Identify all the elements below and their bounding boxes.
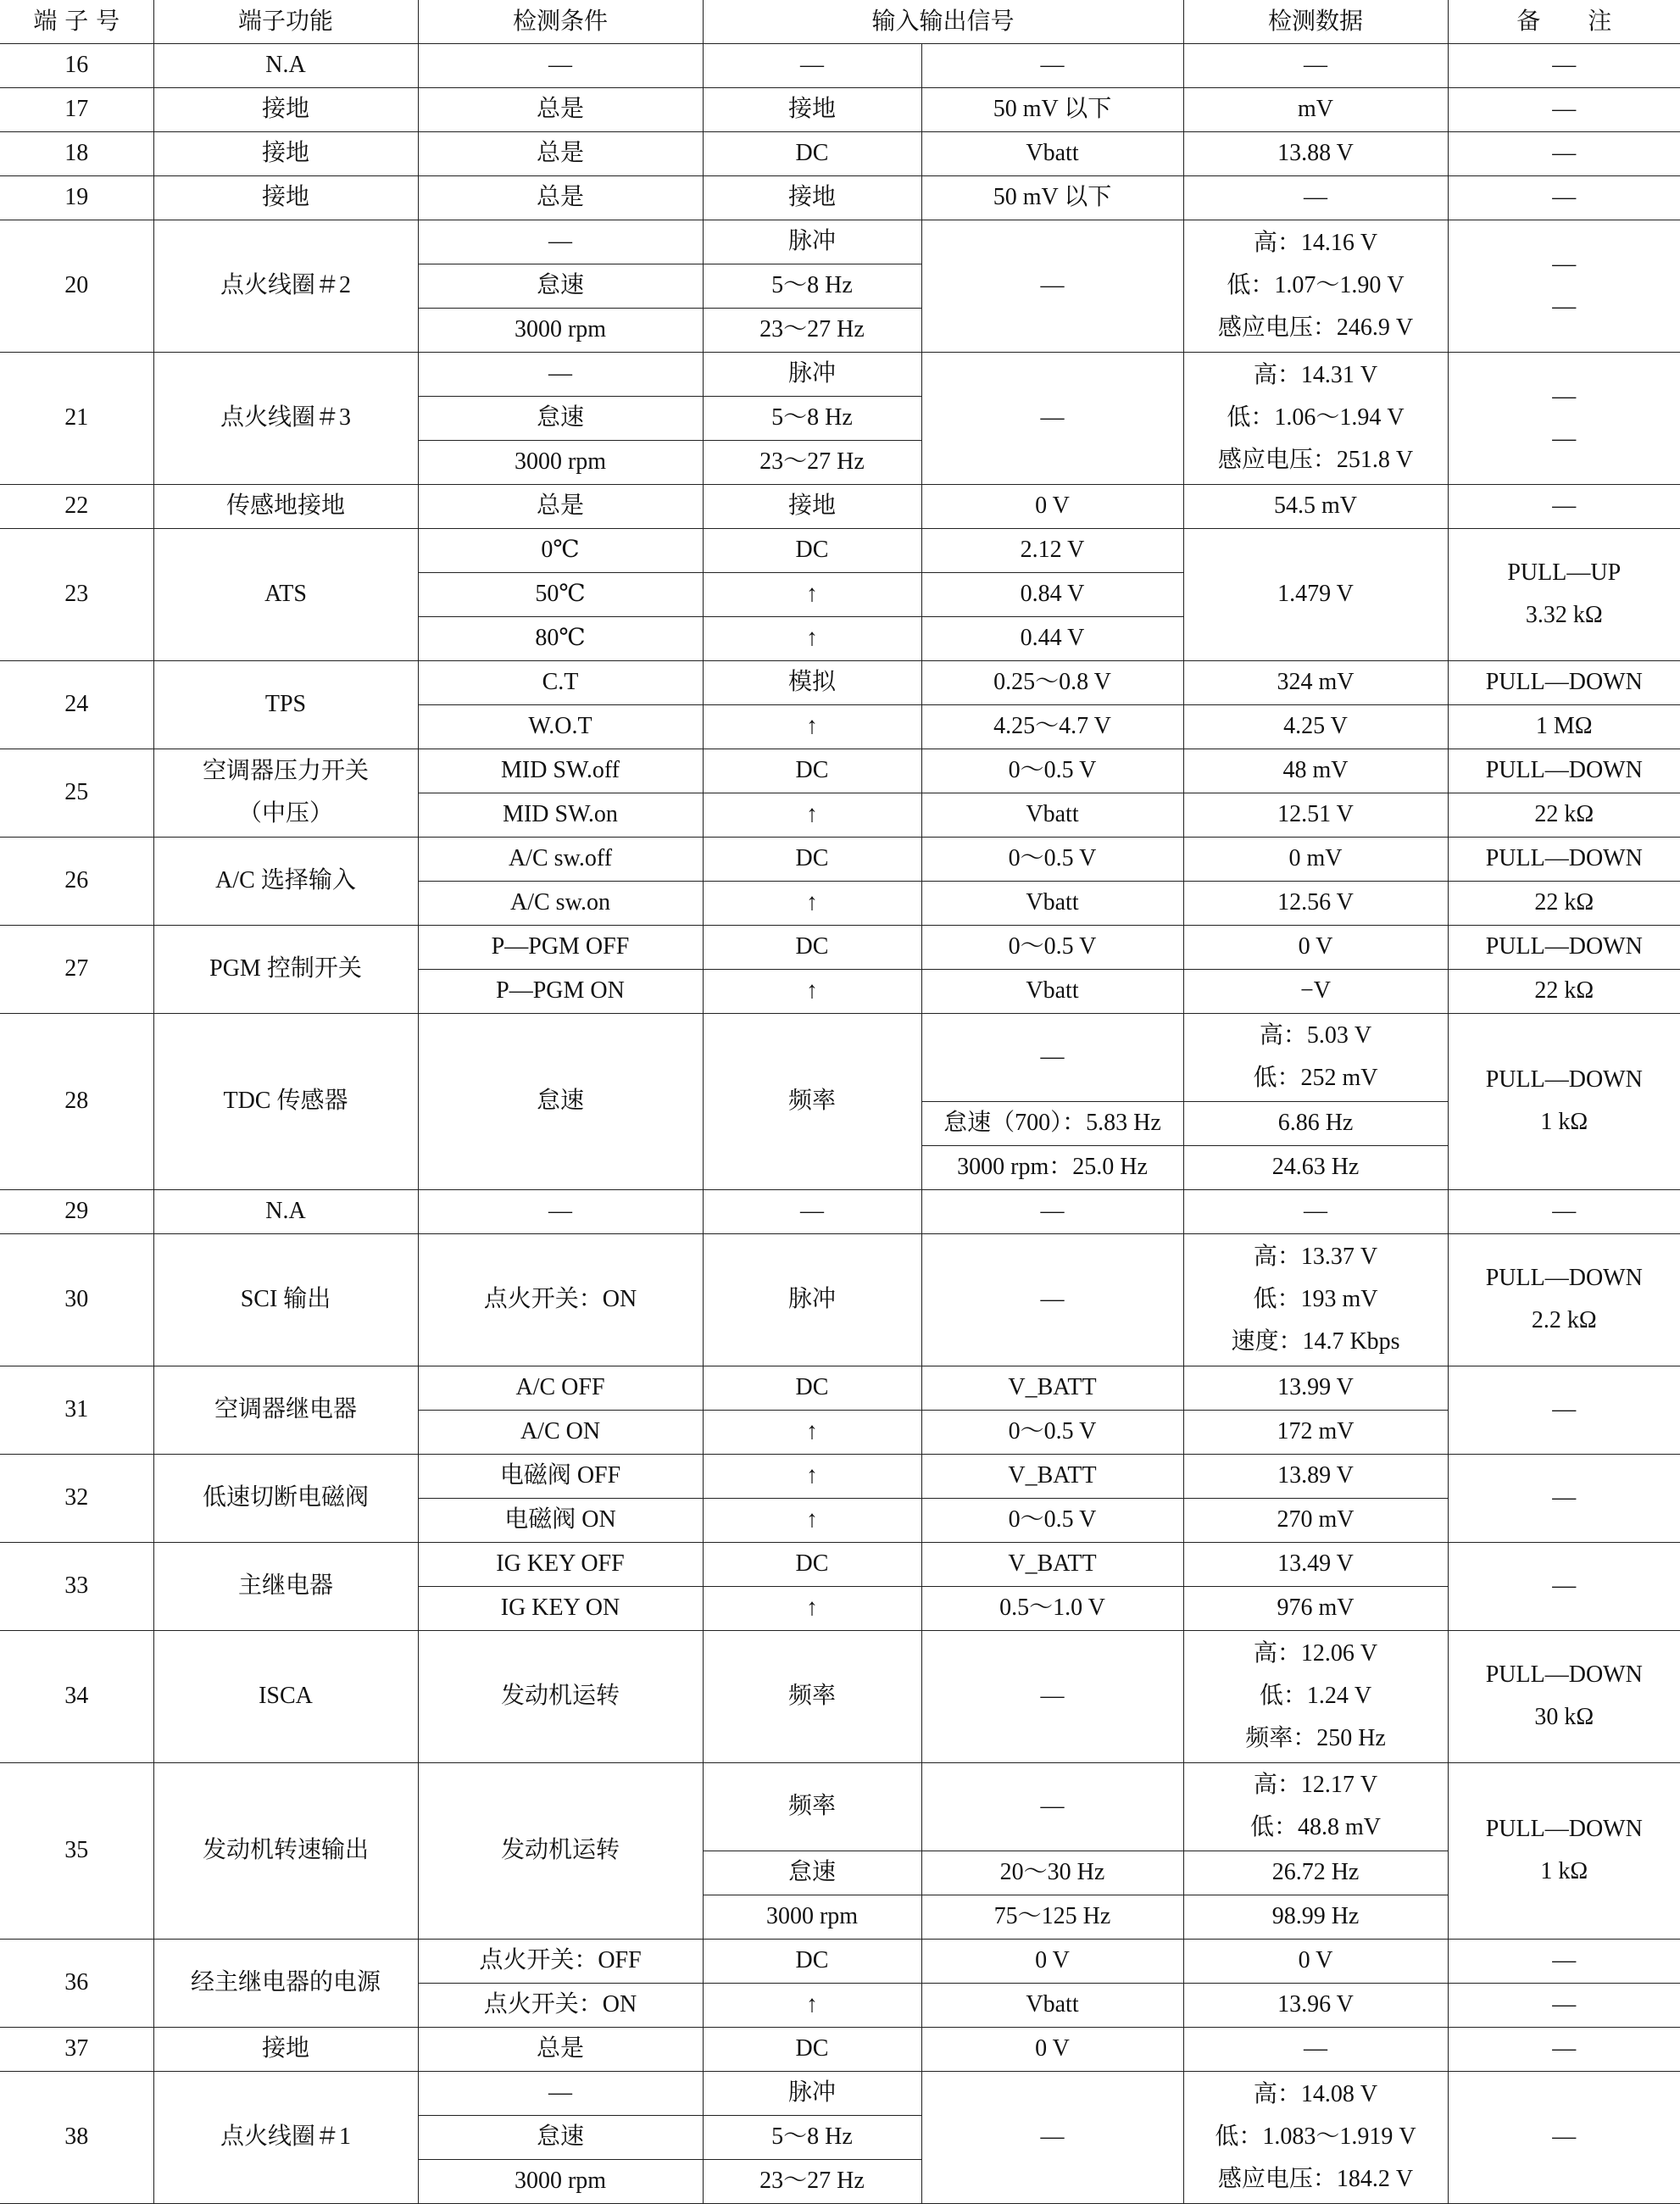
test-data: — xyxy=(1183,1189,1448,1233)
signal-type: ↑ xyxy=(703,1983,921,2027)
signal-value: Vbatt xyxy=(921,969,1183,1013)
signal-type: ↑ xyxy=(703,793,921,837)
remark xyxy=(1448,528,1680,660)
signal-type: DC xyxy=(703,528,921,572)
test-data-line: 低：48.8 mV xyxy=(1250,1814,1382,1840)
test-data: 48 mV xyxy=(1183,749,1448,793)
signal-value: Vbatt xyxy=(921,881,1183,925)
test-condition: 3000 rpm xyxy=(418,2159,703,2203)
table-row xyxy=(0,1366,1680,1410)
signal-value: 0～0.5 V xyxy=(921,1410,1183,1454)
terminal-no: 38 xyxy=(0,2071,153,2203)
test-data-line: 感应电压：246.9 V xyxy=(1217,314,1414,341)
test-data: 13.89 V xyxy=(1183,1454,1448,1498)
test-data xyxy=(1183,2071,1448,2203)
test-data: 54.5 mV xyxy=(1183,484,1448,528)
table-row xyxy=(0,1762,1680,1851)
remark xyxy=(1448,1762,1680,1939)
test-data-line: 感应电压：184.2 V xyxy=(1217,2166,1414,2192)
terminal-no: 29 xyxy=(0,1189,153,1233)
signal-value: Vbatt xyxy=(921,1983,1183,2027)
test-condition: 总是 xyxy=(418,484,703,528)
test-data: 0 V xyxy=(1183,925,1448,969)
terminal-no: 18 xyxy=(0,131,153,175)
test-condition: IG KEY ON xyxy=(418,1586,703,1630)
test-condition: 电磁阀 ON xyxy=(418,1498,703,1542)
terminal-function: TDC 传感器 xyxy=(153,1013,418,1189)
signal-type: 怠速 xyxy=(703,1851,921,1895)
terminal-no: 23 xyxy=(0,528,153,660)
test-condition: — xyxy=(418,2071,703,2115)
table-header-row xyxy=(0,0,1680,43)
terminal-function: 接地 xyxy=(153,175,418,220)
signal-type: 模拟 xyxy=(703,660,921,704)
remark-line: — xyxy=(1552,426,1577,452)
test-condition: 总是 xyxy=(418,2027,703,2071)
table-row xyxy=(0,749,1680,793)
test-data-line: 高：12.06 V xyxy=(1253,1640,1378,1667)
test-data: 12.56 V xyxy=(1183,881,1448,925)
signal-type: 23～27 Hz xyxy=(703,308,921,352)
signal-type: ↑ xyxy=(703,1410,921,1454)
test-data-line: 低：1.24 V xyxy=(1259,1683,1372,1709)
table-row xyxy=(0,220,1680,264)
test-data-line: 高：14.16 V xyxy=(1253,230,1378,256)
test-condition: P—PGM OFF xyxy=(418,925,703,969)
test-data-line: 高：14.08 V xyxy=(1253,2081,1378,2107)
test-condition: 总是 xyxy=(418,87,703,131)
test-data: 270 mV xyxy=(1183,1498,1448,1542)
remark: — xyxy=(1448,1366,1680,1454)
signal-value: 0～0.5 V xyxy=(921,749,1183,793)
signal-value: 20～30 Hz xyxy=(921,1851,1183,1895)
signal-value: 50 mV 以下 xyxy=(921,87,1183,131)
signal-value: 0～0.5 V xyxy=(921,837,1183,881)
test-data: 26.72 Hz xyxy=(1183,1851,1448,1895)
test-data: 324 mV xyxy=(1183,660,1448,704)
table-row xyxy=(0,1630,1680,1762)
table-row xyxy=(0,1233,1680,1366)
signal-value: — xyxy=(921,1630,1183,1762)
signal-value: 0 V xyxy=(921,1939,1183,1983)
remark: — xyxy=(1448,87,1680,131)
test-condition: 0℃ xyxy=(418,528,703,572)
signal-type: 5～8 Hz xyxy=(703,396,921,440)
signal-value: V_BATT xyxy=(921,1454,1183,1498)
signal-type: — xyxy=(703,43,921,87)
signal-type: ↑ xyxy=(703,1586,921,1630)
test-data xyxy=(1183,1630,1448,1762)
remark: — xyxy=(1448,2027,1680,2071)
terminal-function: 点火线圈＃1 xyxy=(153,2071,418,2203)
test-condition: W.O.T xyxy=(418,704,703,749)
signal-type: 脉冲 xyxy=(703,2071,921,2115)
test-data: 1.479 V xyxy=(1183,528,1448,660)
signal-type: 频率 xyxy=(703,1013,921,1189)
test-condition: MID SW.off xyxy=(418,749,703,793)
test-data-line: 低：1.06～1.94 V xyxy=(1227,404,1405,431)
test-data: 4.25 V xyxy=(1183,704,1448,749)
signal-type: 5～8 Hz xyxy=(703,2115,921,2159)
test-condition: IG KEY OFF xyxy=(418,1542,703,1586)
remark: PULL—DOWN xyxy=(1448,749,1680,793)
terminal-no: 31 xyxy=(0,1366,153,1454)
test-data: mV xyxy=(1183,87,1448,131)
test-data: 13.99 V xyxy=(1183,1366,1448,1410)
terminal-function-line: （中压） xyxy=(237,800,333,826)
table-row xyxy=(0,2071,1680,2115)
remark: — xyxy=(1448,1542,1680,1630)
test-condition: C.T xyxy=(418,660,703,704)
remark: 22 kΩ xyxy=(1448,793,1680,837)
signal-type: 频率 xyxy=(703,1630,921,1762)
test-data-line: 高：12.17 V xyxy=(1253,1772,1378,1798)
test-data xyxy=(1183,1013,1448,1101)
terminal-no: 17 xyxy=(0,87,153,131)
signal-value: 0 V xyxy=(921,2027,1183,2071)
test-condition: — xyxy=(418,220,703,264)
table-row xyxy=(0,87,1680,131)
test-condition: 怠速 xyxy=(418,2115,703,2159)
signal-type: ↑ xyxy=(703,572,921,616)
terminal-no: 16 xyxy=(0,43,153,87)
test-data: 98.99 Hz xyxy=(1183,1895,1448,1939)
test-condition: — xyxy=(418,1189,703,1233)
test-data-line: 低：252 mV xyxy=(1253,1065,1378,1091)
test-data: — xyxy=(1183,2027,1448,2071)
remark: — xyxy=(1448,484,1680,528)
table-row xyxy=(0,484,1680,528)
test-data-line: 频率：250 Hz xyxy=(1245,1725,1386,1751)
test-condition: 发动机运转 xyxy=(418,1630,703,1762)
terminal-no: 30 xyxy=(0,1233,153,1366)
signal-value: 2.12 V xyxy=(921,528,1183,572)
terminal-function: N.A xyxy=(153,1189,418,1233)
test-data xyxy=(1183,352,1448,484)
test-condition: A/C sw.on xyxy=(418,881,703,925)
test-data: −V xyxy=(1183,969,1448,1013)
table-row xyxy=(0,660,1680,704)
signal-type: ↑ xyxy=(703,1498,921,1542)
terminal-function: 接地 xyxy=(153,131,418,175)
remark: PULL—DOWN xyxy=(1448,837,1680,881)
remark: 22 kΩ xyxy=(1448,969,1680,1013)
signal-type: DC xyxy=(703,1939,921,1983)
test-condition: MID SW.on xyxy=(418,793,703,837)
test-condition: — xyxy=(418,43,703,87)
terminal-function: N.A xyxy=(153,43,418,87)
signal-value: 4.25～4.7 V xyxy=(921,704,1183,749)
signal-value: V_BATT xyxy=(921,1366,1183,1410)
signal-type: DC xyxy=(703,1366,921,1410)
test-condition: A/C OFF xyxy=(418,1366,703,1410)
signal-value: V_BATT xyxy=(921,1542,1183,1586)
table-row xyxy=(0,175,1680,220)
terminal-function: TPS xyxy=(153,660,418,749)
signal-value: 0.5～1.0 V xyxy=(921,1586,1183,1630)
test-data-line: 速度：14.7 Kbps xyxy=(1231,1328,1400,1355)
table-row xyxy=(0,352,1680,396)
test-data-line: 高：14.31 V xyxy=(1253,362,1378,388)
table-row xyxy=(0,1013,1680,1101)
test-condition: 怠速 xyxy=(418,396,703,440)
header-io-signal: 输入输出信号 xyxy=(703,0,1183,43)
test-condition: A/C sw.off xyxy=(418,837,703,881)
remark-line: 3.32 kΩ xyxy=(1525,602,1603,628)
signal-type: 脉冲 xyxy=(703,352,921,396)
test-condition: 80℃ xyxy=(418,616,703,660)
table-row xyxy=(0,925,1680,969)
signal-value: — xyxy=(921,1762,1183,1851)
signal-value: 3000 rpm：25.0 Hz xyxy=(921,1145,1183,1189)
signal-type: 脉冲 xyxy=(703,1233,921,1366)
terminal-function: 空调器继电器 xyxy=(153,1366,418,1454)
test-condition: 电磁阀 OFF xyxy=(418,1454,703,1498)
signal-value: 0～0.5 V xyxy=(921,925,1183,969)
signal-type: ↑ xyxy=(703,881,921,925)
remark xyxy=(1448,220,1680,352)
test-data xyxy=(1183,1233,1448,1366)
signal-type: — xyxy=(703,1189,921,1233)
test-data: — xyxy=(1183,175,1448,220)
terminal-function: 点火线圈＃3 xyxy=(153,352,418,484)
remark-line: PULL—DOWN xyxy=(1485,1265,1643,1291)
terminal-no: 26 xyxy=(0,837,153,925)
remark xyxy=(1448,1233,1680,1366)
signal-value: 0.25～0.8 V xyxy=(921,660,1183,704)
signal-type: DC xyxy=(703,837,921,881)
signal-value: Vbatt xyxy=(921,131,1183,175)
remark: — xyxy=(1448,2071,1680,2203)
remark: — xyxy=(1448,1939,1680,1983)
remark: 1 MΩ xyxy=(1448,704,1680,749)
terminal-function: 主继电器 xyxy=(153,1542,418,1630)
terminal-no: 22 xyxy=(0,484,153,528)
signal-type: 接地 xyxy=(703,484,921,528)
terminal-no: 35 xyxy=(0,1762,153,1939)
remark-line: — xyxy=(1552,251,1577,277)
terminal-function: 经主继电器的电源 xyxy=(153,1939,418,2027)
header-remark: 备 注 xyxy=(1448,0,1680,43)
terminal-no: 27 xyxy=(0,925,153,1013)
remark-line: PULL—DOWN xyxy=(1485,1661,1643,1688)
signal-type: DC xyxy=(703,925,921,969)
terminal-function-line: 空调器压力开关 xyxy=(202,758,369,784)
remark xyxy=(1448,1013,1680,1189)
remark xyxy=(1448,1630,1680,1762)
table-row xyxy=(0,43,1680,87)
remark: — xyxy=(1448,1983,1680,2027)
table-row xyxy=(0,1939,1680,1983)
remark-line: 2.2 kΩ xyxy=(1531,1307,1597,1333)
signal-value: 0.44 V xyxy=(921,616,1183,660)
remark: — xyxy=(1448,1454,1680,1542)
test-data-line: 高：5.03 V xyxy=(1259,1022,1372,1049)
test-condition: — xyxy=(418,352,703,396)
signal-value: 0～0.5 V xyxy=(921,1498,1183,1542)
terminal-function: ISCA xyxy=(153,1630,418,1762)
test-data-line: 低：193 mV xyxy=(1253,1286,1378,1312)
table-row xyxy=(0,1542,1680,1586)
table-row xyxy=(0,1189,1680,1233)
table-row xyxy=(0,1454,1680,1498)
terminal-function: SCI 输出 xyxy=(153,1233,418,1366)
test-condition: 50℃ xyxy=(418,572,703,616)
remark-line: 1 kΩ xyxy=(1540,1109,1588,1135)
signal-type: 23～27 Hz xyxy=(703,440,921,484)
test-condition: 3000 rpm xyxy=(418,308,703,352)
signal-type: ↑ xyxy=(703,616,921,660)
signal-type: ↑ xyxy=(703,704,921,749)
signal-value: — xyxy=(921,1233,1183,1366)
signal-value: 50 mV 以下 xyxy=(921,175,1183,220)
remark: PULL—DOWN xyxy=(1448,925,1680,969)
remark-line: 30 kΩ xyxy=(1534,1704,1594,1730)
table-row xyxy=(0,2027,1680,2071)
remark-line: PULL—DOWN xyxy=(1485,1066,1643,1093)
test-condition: 发动机运转 xyxy=(418,1762,703,1939)
terminal-no: 32 xyxy=(0,1454,153,1542)
terminal-no: 20 xyxy=(0,220,153,352)
terminal-no: 36 xyxy=(0,1939,153,2027)
test-data: 24.63 Hz xyxy=(1183,1145,1448,1189)
remark: — xyxy=(1448,43,1680,87)
test-condition: 总是 xyxy=(418,175,703,220)
test-data xyxy=(1183,220,1448,352)
test-data: 976 mV xyxy=(1183,1586,1448,1630)
test-data xyxy=(1183,1762,1448,1851)
signal-type: DC xyxy=(703,131,921,175)
terminal-function: 接地 xyxy=(153,2027,418,2071)
terminal-no: 25 xyxy=(0,749,153,837)
remark-line: — xyxy=(1552,293,1577,320)
signal-value: 75～125 Hz xyxy=(921,1895,1183,1939)
terminal-no: 24 xyxy=(0,660,153,749)
header-condition: 检测条件 xyxy=(418,0,703,43)
terminal-no: 19 xyxy=(0,175,153,220)
remark-line: PULL—UP xyxy=(1507,559,1622,586)
test-condition: 点火开关：ON xyxy=(418,1983,703,2027)
test-condition: 怠速 xyxy=(418,264,703,308)
test-data: 13.88 V xyxy=(1183,131,1448,175)
signal-value: — xyxy=(921,352,1183,484)
remark: 22 kΩ xyxy=(1448,881,1680,925)
terminal-function: 接地 xyxy=(153,87,418,131)
terminal-no: 21 xyxy=(0,352,153,484)
signal-value: Vbatt xyxy=(921,793,1183,837)
test-condition: P—PGM ON xyxy=(418,969,703,1013)
signal-type: DC xyxy=(703,2027,921,2071)
remark-line: 1 kΩ xyxy=(1540,1858,1588,1884)
test-data: 13.96 V xyxy=(1183,1983,1448,2027)
test-data: 0 V xyxy=(1183,1939,1448,1983)
test-data-line: 低：1.083～1.919 V xyxy=(1215,2123,1416,2150)
table-row xyxy=(0,837,1680,881)
test-condition: 点火开关：OFF xyxy=(418,1939,703,1983)
terminal-function xyxy=(153,749,418,837)
remark-line: — xyxy=(1552,383,1577,409)
terminal-function: A/C 选择输入 xyxy=(153,837,418,925)
signal-value: 0.84 V xyxy=(921,572,1183,616)
signal-value: — xyxy=(921,43,1183,87)
signal-type: 脉冲 xyxy=(703,220,921,264)
signal-type: 接地 xyxy=(703,87,921,131)
terminal-no: 37 xyxy=(0,2027,153,2071)
test-data: — xyxy=(1183,43,1448,87)
terminal-no: 28 xyxy=(0,1013,153,1189)
signal-type: DC xyxy=(703,749,921,793)
header-terminal-no: 端 子 号 xyxy=(0,0,153,43)
header-function: 端子功能 xyxy=(153,0,418,43)
signal-type: 接地 xyxy=(703,175,921,220)
test-condition: 点火开关：ON xyxy=(418,1233,703,1366)
terminal-function: ATS xyxy=(153,528,418,660)
test-data: 13.49 V xyxy=(1183,1542,1448,1586)
table-row xyxy=(0,131,1680,175)
test-condition: A/C ON xyxy=(418,1410,703,1454)
signal-type: ↑ xyxy=(703,1454,921,1498)
remark: — xyxy=(1448,1189,1680,1233)
test-data: 12.51 V xyxy=(1183,793,1448,837)
test-condition: 3000 rpm xyxy=(418,440,703,484)
test-condition: 总是 xyxy=(418,131,703,175)
terminal-no: 34 xyxy=(0,1630,153,1762)
terminal-function: 低速切断电磁阀 xyxy=(153,1454,418,1542)
remark: PULL—DOWN xyxy=(1448,660,1680,704)
terminal-function: 传感地接地 xyxy=(153,484,418,528)
remark: — xyxy=(1448,131,1680,175)
header-data: 检测数据 xyxy=(1183,0,1448,43)
signal-value: — xyxy=(921,2071,1183,2203)
test-data: 172 mV xyxy=(1183,1410,1448,1454)
signal-value: 0 V xyxy=(921,484,1183,528)
signal-value: — xyxy=(921,1189,1183,1233)
test-data-line: 高：13.37 V xyxy=(1253,1244,1378,1270)
remark: — xyxy=(1448,175,1680,220)
signal-type: 频率 xyxy=(703,1762,921,1851)
signal-value: — xyxy=(921,220,1183,352)
signal-type: 23～27 Hz xyxy=(703,2159,921,2203)
signal-type: ↑ xyxy=(703,969,921,1013)
test-condition: 怠速 xyxy=(418,1013,703,1189)
signal-type: DC xyxy=(703,1542,921,1586)
signal-type: 3000 rpm xyxy=(703,1895,921,1939)
remark-line: PULL—DOWN xyxy=(1485,1816,1643,1842)
signal-type: 5～8 Hz xyxy=(703,264,921,308)
signal-value: 怠速（700）：5.83 Hz xyxy=(921,1101,1183,1145)
test-data-line: 低：1.07～1.90 V xyxy=(1227,272,1405,298)
terminal-function: 发动机转速输出 xyxy=(153,1762,418,1939)
terminal-no: 33 xyxy=(0,1542,153,1630)
signal-value: — xyxy=(921,1013,1183,1101)
test-data: 0 mV xyxy=(1183,837,1448,881)
terminal-function: 点火线圈＃2 xyxy=(153,220,418,352)
test-data: 6.86 Hz xyxy=(1183,1101,1448,1145)
remark xyxy=(1448,352,1680,484)
test-data-line: 感应电压：251.8 V xyxy=(1217,447,1414,473)
table-row xyxy=(0,528,1680,572)
terminal-function: PGM 控制开关 xyxy=(153,925,418,1013)
